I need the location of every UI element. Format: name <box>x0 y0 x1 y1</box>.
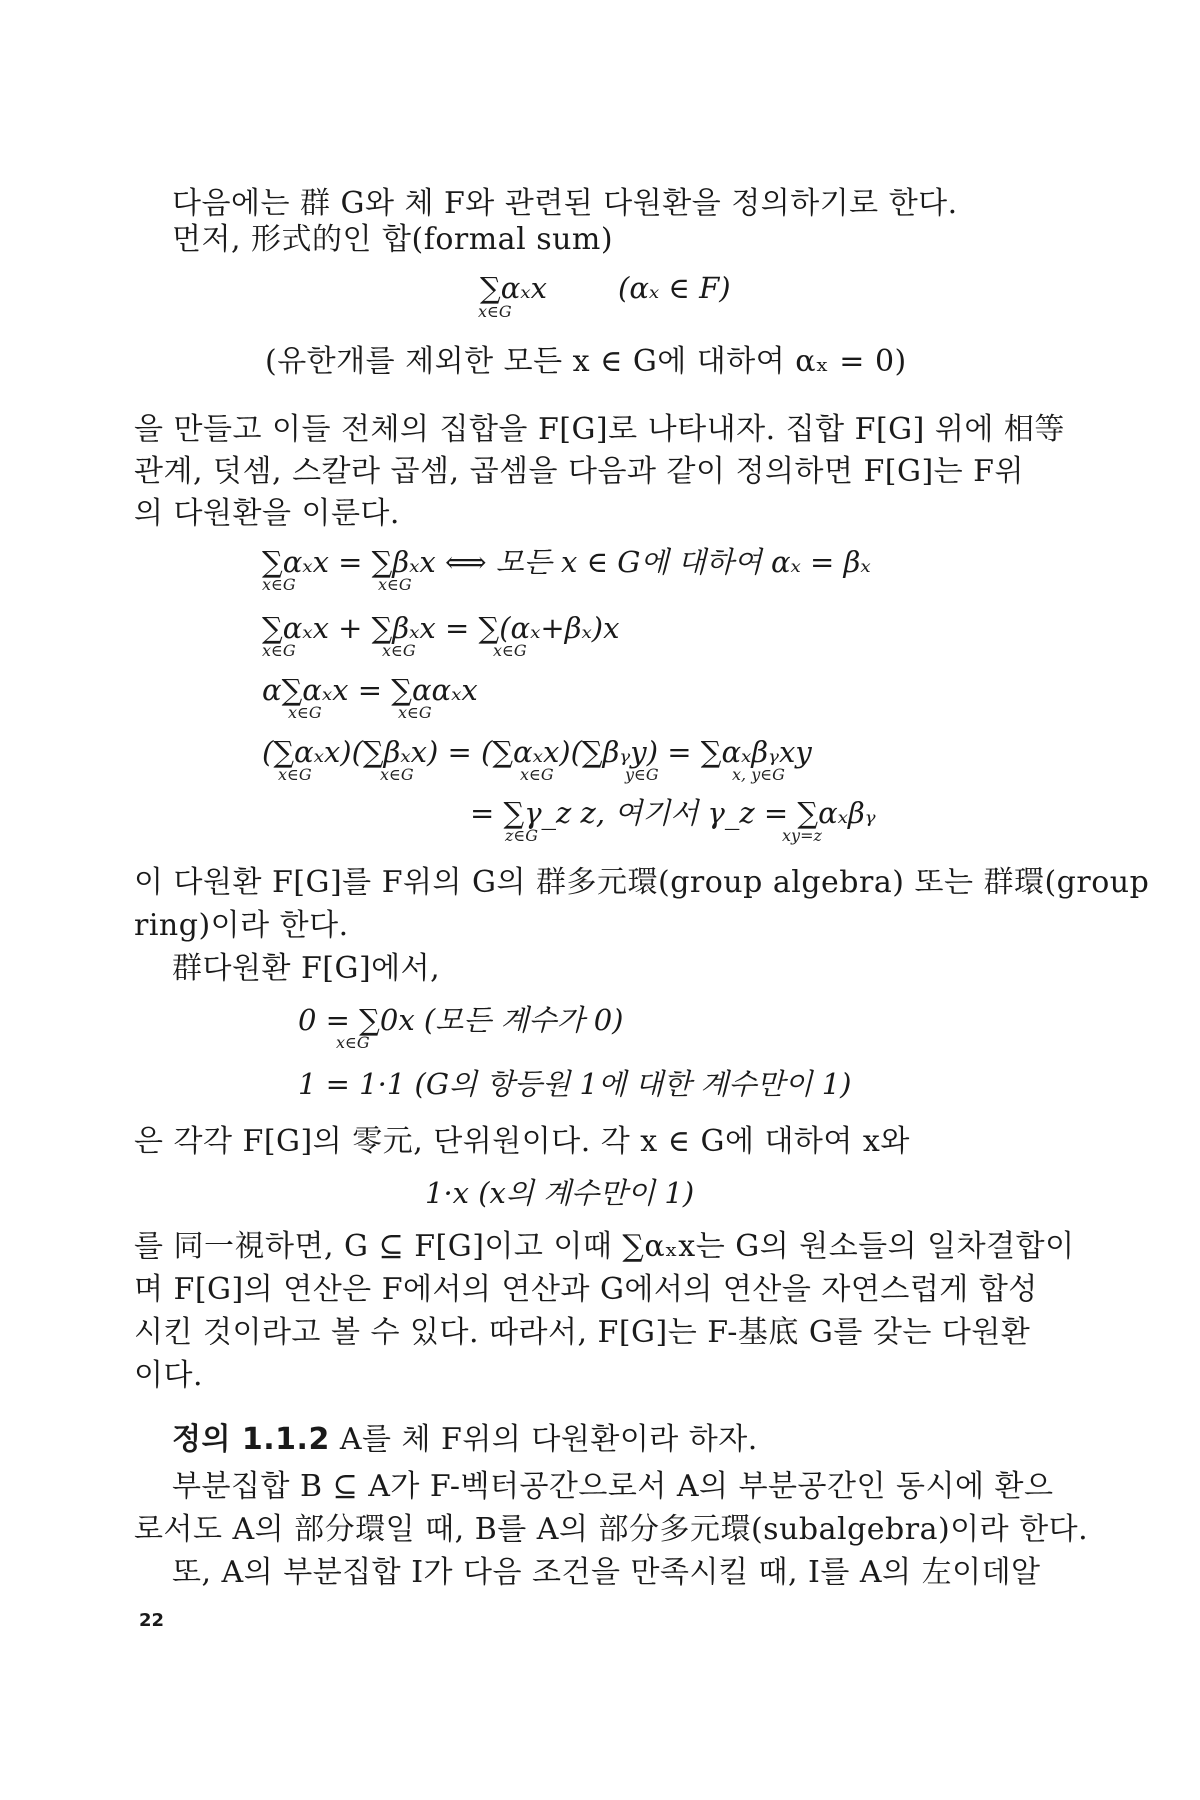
paragraph-group-algebra-line-2: ring)이라 한다. <box>134 908 349 943</box>
equation-subscript: x∈G <box>493 641 527 660</box>
equation-multiplication-result: = ∑γ_z z, 여기서 γ_z = ∑αₓβᵧ <box>470 796 876 830</box>
paragraph-subalgebra-line-2: 로서도 A의 部分環일 때, B를 A의 部分多元環(subalgebra)이라 한다. <box>134 1512 1089 1547</box>
equation-subscript: x∈G <box>336 1033 370 1052</box>
paragraph-identification-line-2: 며 F[G]의 연산은 F에서의 연산과 G에서의 연산을 자연스럽게 합성 <box>134 1272 1038 1307</box>
equation-subscript: x, y∈G <box>732 765 785 784</box>
equation-subscript: x∈G <box>278 765 312 784</box>
equation-subscript: x∈G <box>382 641 416 660</box>
equation-subscript: xy=z <box>782 826 822 845</box>
equation-subscript: x∈G <box>380 765 414 784</box>
equation-subscript: x∈G <box>378 575 412 594</box>
equation-subscript: x∈G <box>398 703 432 722</box>
paragraph-zero-and-unit: 은 각각 F[G]의 零元, 단위원이다. 각 x ∈ G에 대하여 x와 <box>134 1124 910 1159</box>
equation-zero-element: 0 = ∑0x (모든 계수가 0) <box>298 1003 624 1037</box>
formula-subscript: x∈G <box>478 302 512 321</box>
paragraph-definition-line-2: 관계, 덧셈, 스칼라 곱셈, 곱셈을 다음과 같이 정의하면 F[G]는 F위 <box>134 454 1024 489</box>
equation-subscript: z∈G <box>505 826 539 845</box>
paragraph-definition-line-3: 의 다원환을 이룬다. <box>134 496 400 531</box>
equation-scalar-multiplication: α∑αₓx = ∑ααₓx <box>262 673 478 707</box>
equation-addition: ∑αₓx + ∑βₓx = ∑(αₓ+βₓ)x <box>262 611 620 645</box>
equation-multiplication: (∑αₓx)(∑βₓx) = (∑αₓx)(∑βᵧy) = ∑αₓβᵧxy <box>262 735 812 769</box>
paragraph-identification-line-4: 이다. <box>134 1358 203 1393</box>
equation-subscript: x∈G <box>262 641 296 660</box>
equation-subscript: x∈G <box>288 703 322 722</box>
equation-identification: 1·x (x의 계수만이 1) <box>425 1176 695 1210</box>
paragraph-definition-line-1: 을 만들고 이들 전체의 집합을 F[G]로 나타내자. 집합 F[G] 위에 相等 <box>134 412 1065 447</box>
page-number: 22 <box>139 1610 165 1631</box>
formula-condition: (αₓ ∈ F) <box>618 271 731 305</box>
paragraph-subalgebra-line-1: 부분집합 B ⊆ A가 F-벡터공간으로서 A의 부분공간인 동시에 환으 <box>172 1469 1054 1504</box>
equation-unit-element: 1 = 1·1 (G의 항등원 1에 대한 계수만이 1) <box>298 1067 852 1101</box>
definition-heading <box>172 1420 758 1460</box>
formula-formal-sum: ∑αₓx <box>480 271 547 305</box>
paragraph-group-algebra-line-1: 이 다원환 F[G]를 F위의 G의 群多元環(group algebra) 또는 群環(group <box>134 865 1150 900</box>
paragraph-intro: 다음에는 群 G와 체 F와 관련된 다원환을 정의하기로 한다. <box>172 186 958 221</box>
paragraph-identification-line-3: 시킨 것이라고 볼 수 있다. 따라서, F[G]는 F-基底 G를 갖는 다원환 <box>134 1315 1031 1350</box>
equation-subscript: x∈G <box>520 765 554 784</box>
paragraph-formal-sum: 먼저, 形式的인 합(formal sum) <box>172 222 614 257</box>
equation-subscript: x∈G <box>262 575 296 594</box>
equation-subscript: y∈G <box>625 765 659 784</box>
paragraph-finite-condition: (유한개를 제외한 모든 x ∈ G에 대하여 αₓ = 0) <box>265 344 907 379</box>
equation-equality: ∑αₓx = ∑βₓx ⟺ 모든 x ∈ G에 대하여 αₓ = βₓ <box>262 545 871 579</box>
definition-label: 정의 1.1.2 <box>172 1422 330 1457</box>
paragraph-left-ideal: 또, A의 부분집합 I가 다음 조건을 만족시킬 때, I를 A의 左이데알 <box>172 1555 1041 1590</box>
paragraph-group-ring: 群다원환 F[G]에서, <box>172 951 441 986</box>
definition-text: A를 체 F위의 다원환이라 하자. <box>329 1422 758 1457</box>
paragraph-identification-line-1: 를 同一視하면, G ⊆ F[G]이고 이때 ∑αₓx는 G의 원소들의 일차결합이 <box>134 1229 1075 1264</box>
